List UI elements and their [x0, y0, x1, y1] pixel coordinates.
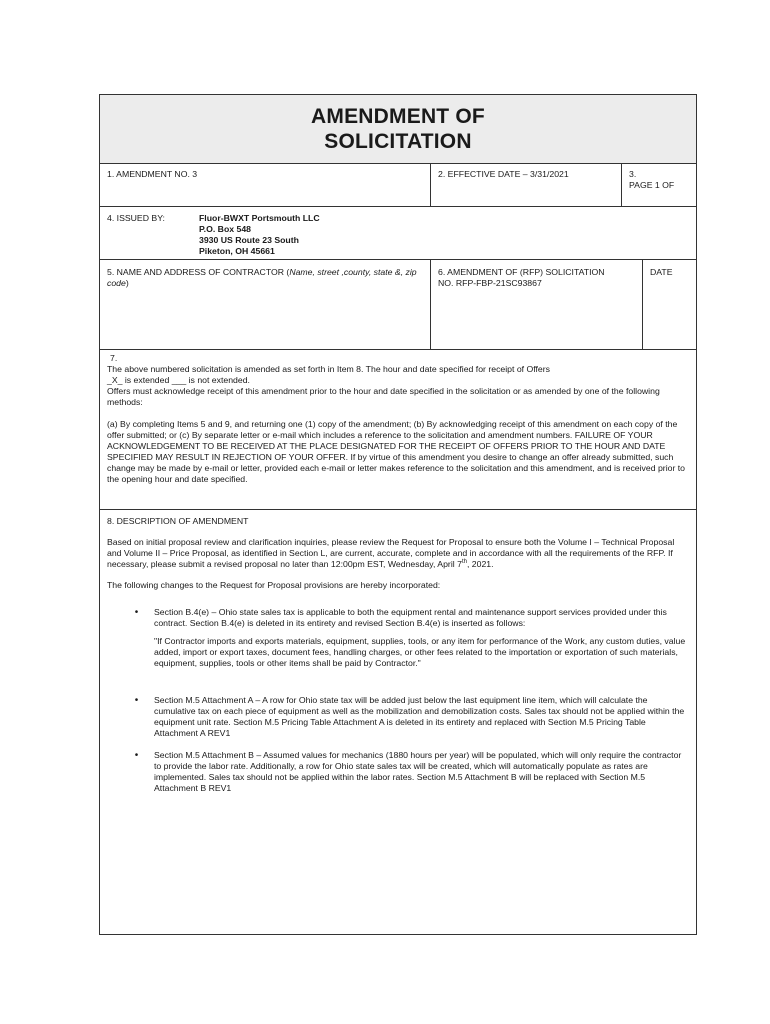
item-7-extension: _X_ is extended ___ is not extended.: [107, 375, 250, 385]
list-item: [107, 695, 689, 739]
item-8-paragraph-2: The following changes to the Request for Proposal provisions are hereby incorporated:: [107, 580, 441, 590]
list-item: [107, 750, 689, 794]
issuer-city: Piketon, OH 45661: [199, 246, 275, 256]
bullet-3-text: Section M.5 Attachment B – Assumed values for mechanics (1880 hours per year) will be populated, which will only require the contractor to provide the labor rate. Additionally, a row for Ohio state sales tax will be created, which will automatically populate as rates are implemented. Sales tax should not be applied within the labor rates. Section M.5 Attachment B will be replaced with Section M.5 Attachment B REV1: [154, 750, 682, 793]
issuer-street: 3930 US Route 23 South: [199, 235, 299, 245]
row-issued-by: [100, 206, 696, 259]
paragraph-1-end: , 2021.: [466, 559, 494, 569]
bullet-1-text: Section B.4(e) – Ohio state sales tax is applicable to both the equipment rental and maintenance support services provided under this contract. Section B.4(e) is deleted in its entirety and revised Section B.4(e) is inserted as follows:: [154, 607, 667, 628]
date-label: DATE: [650, 267, 673, 277]
bullet-point: •: [134, 607, 139, 618]
page-count-label: PAGE 1 OF: [629, 180, 675, 190]
issuer-address: [199, 213, 320, 254]
item-7-line-3: Offers must acknowledge receipt of this amendment prior to the hour and date specified in the solicitation or as amended by one of the following methods:: [107, 386, 660, 407]
paragraph-1-text: Based on initial proposal review and clarification inquiries, please review the Request for Proposal to ensure both the Volume I – Technical Proposal and Volume II – Price Proposal, as identified in Section L, are current, accurate, complete and in accordance with all the requirements of the RFP. If necessary, please submit a revised proposal no later than 12:00pm EST, Wednesday, April 7: [107, 537, 675, 569]
issued-by-label: 4. ISSUED BY:: [107, 213, 165, 223]
contractor-address-field: [100, 260, 430, 349]
form-title: [100, 95, 696, 163]
date-field: [642, 260, 696, 349]
contractor-label-detail: Name, street ,county, state &, zip code: [107, 267, 417, 288]
item-8-heading: 8. DESCRIPTION OF AMENDMENT: [107, 516, 249, 526]
item-8-paragraph-1: [107, 537, 689, 570]
issued-by: [100, 207, 696, 259]
bullet-point: •: [134, 750, 139, 761]
issuer-name: Fluor-BWXT Portsmouth LLC: [199, 213, 320, 223]
description-of-amendment: [100, 510, 696, 934]
page-count: [621, 164, 696, 206]
row-item-8: [100, 509, 696, 934]
bullet-text: [154, 607, 689, 669]
date-ordinal: th: [461, 559, 467, 566]
effective-date: 2. EFFECTIVE DATE – 3/31/2021: [430, 164, 621, 206]
solicitation-label: 6. AMENDMENT OF (RFP) SOLICITATION: [438, 267, 605, 277]
contractor-label-close: ): [125, 278, 129, 288]
row-contractor: [100, 259, 696, 349]
page-count-number: 3.: [629, 169, 637, 179]
solicitation-number: [430, 260, 642, 349]
item-7-line-1: The above numbered solicitation is amended as set forth in Item 8. The hour and date specified for receipt of Offers: [107, 364, 550, 374]
amendment-number: 1. AMENDMENT NO. 3: [107, 169, 198, 179]
bullet-point: •: [134, 695, 139, 706]
acknowledgement-section: [100, 350, 696, 509]
amendment-form: [99, 94, 697, 935]
solicitation-id: NO. RFP-FBP-21SC93867: [438, 278, 542, 288]
issuer-po-box: P.O. Box 548: [199, 224, 251, 234]
row-amendment-info: [100, 163, 696, 206]
acknowledgement-methods: (a) By completing Items 5 and 9, and returning one (1) copy of the amendment; (b) By acknowledging receipt of this amendment on each copy of the offer submitted; or (c) By separate letter or e-mail which includes a reference to the solicitation and amendment numbers. FAILURE OF YOUR ACKNOWLEDGEMENT TO BE RECEIVED AT THE PLACE DESIGNATED FOR THE RECEIPT OF OFFERS PRIOR TO THE HOUR AND DATE SPECIFIED MAY RESULT IN REJECTION OF YOUR OFFER. If by virtue of this amendment you desire to change an offer already submitted, such change may be made by e-mail or letter, provided each e-mail or letter makes reference to the solicitation and this amendment, and is received prior to the opening hour and date specified.: [107, 419, 686, 484]
row-item-7: [100, 349, 696, 509]
title-line-2: SOLICITATION: [324, 130, 472, 153]
contractor-label: 5. NAME AND ADDRESS OF CONTRACTOR (: [107, 267, 290, 277]
item-7-number: 7.: [110, 353, 118, 363]
list-item: [107, 607, 689, 669]
bullet-1-quote: "If Contractor imports and exports materials, equipment, supplies, tools, or any item for performance of the Work, any custom duties, value added, import or export taxes, document fees, handling charges, or other fees related to the importation or exportation of such materials, equipment, supplies, tools or other items shall be paid by Contractor.": [154, 636, 686, 668]
bullet-2-text: Section M.5 Attachment A – A row for Ohio state tax will be added just below the last equipment line item, which will calculate the cumulative tax on each piece of equipment as well as the mobilization and demobilization costs. Sales tax should not be applied within the equipment unit rate. Section M.5 Pricing Table Attachment A is deleted in its entirety and replaced with Section M.5 Pricing Table Attachment A REV1: [154, 695, 685, 738]
title-line-1: AMENDMENT OF: [311, 105, 485, 128]
